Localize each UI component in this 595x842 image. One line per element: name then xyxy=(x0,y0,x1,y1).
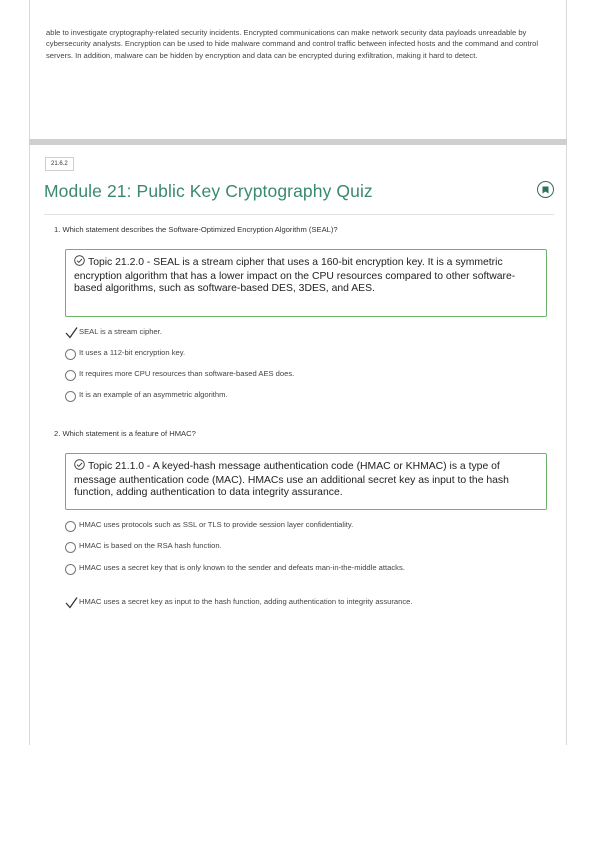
radio-button[interactable] xyxy=(65,542,76,553)
radio-button[interactable] xyxy=(65,564,76,575)
quiz-panel xyxy=(29,145,567,745)
checkmark-icon xyxy=(65,596,78,609)
radio-button[interactable] xyxy=(65,391,76,402)
option-label: HMAC is based on the RSA hash function. xyxy=(79,541,222,550)
intro-panel xyxy=(29,0,567,139)
bookmark-icon xyxy=(542,186,549,194)
intro-text: able to investigate cryptography-related security incidents. Encrypted communications can make network security data payloads unreadable by cybersecurity analysts. Encryption can be used to hide malware command and control traffic between infected hosts and the command and control servers. In addition, malware can be hidden by encryption and data can be encrypted during exfiltration, making it hard to detect. xyxy=(46,28,539,60)
question-1-text: 1. Which statement describes the Software-Optimized Encryption Algorithm (SEAL)? xyxy=(54,225,338,234)
check-circle-icon xyxy=(74,459,85,475)
question-1-feedback xyxy=(65,249,547,317)
radio-button[interactable] xyxy=(65,370,76,381)
option-label: It is an example of an asymmetric algorithm. xyxy=(79,390,228,399)
option-label: HMAC uses protocols such as SSL or TLS to provide session layer confidentiality. xyxy=(79,520,354,529)
question-2-feedback xyxy=(65,453,547,510)
option-label: It uses a 112-bit encryption key. xyxy=(79,348,186,357)
option-label: SEAL is a stream cipher. xyxy=(79,327,162,336)
feedback-text: Topic 21.2.0 - SEAL is a stream cipher that uses a 160-bit encryption key. It is a symmetric encryption algorithm that has a lower impact on the CPU resources compared to other software-based algorithms, such as software-based DES, 3DES, and AES. xyxy=(74,257,516,295)
option-label: HMAC uses a secret key as input to the hash function, adding authentication to integrity assurance. xyxy=(79,597,413,606)
checkmark-icon xyxy=(65,326,78,339)
feedback-text: Topic 21.1.0 - A keyed-hash message authentication code (HMAC or KHMAC) is a type of message authentication code (MAC). HMACs use an additional secret key as input to the hash function, adding authentication to data integrity assurance. xyxy=(74,461,509,499)
radio-button[interactable] xyxy=(65,521,76,532)
check-circle-icon xyxy=(74,255,85,271)
page-title: Module 21: Public Key Cryptography Quiz xyxy=(44,181,373,201)
bookmark-button[interactable] xyxy=(537,181,554,198)
option-label: It requires more CPU resources than software-based AES does. xyxy=(79,369,295,378)
option-label: HMAC uses a secret key that is only known to the sender and defeats man-in-the-middle attacks. xyxy=(79,563,405,572)
title-divider xyxy=(44,214,554,215)
module-badge: 21.6.2 xyxy=(45,157,74,171)
question-2-text: 2. Which statement is a feature of HMAC? xyxy=(54,429,196,438)
radio-button[interactable] xyxy=(65,349,76,360)
